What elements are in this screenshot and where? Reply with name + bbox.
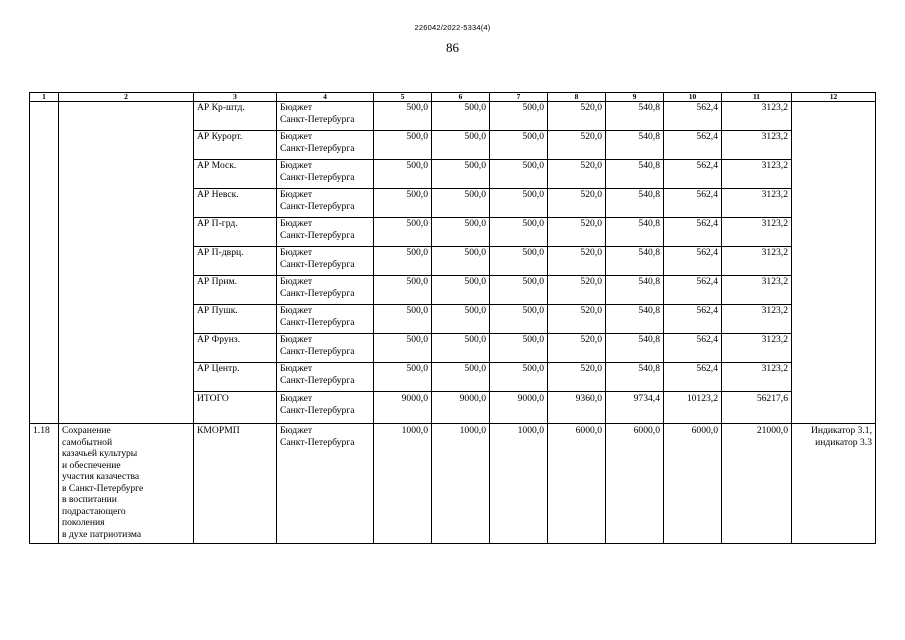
value-col-7: 500,0 xyxy=(490,189,548,218)
column-header-7: 7 xyxy=(490,93,548,102)
value-col-9: 540,8 xyxy=(606,218,664,247)
value-col-9: 540,8 xyxy=(606,276,664,305)
funding-source-line2: Санкт-Петербурга xyxy=(280,316,355,328)
column-header-9: 9 xyxy=(606,93,664,102)
value-col-11: 3123,2 xyxy=(722,247,792,276)
value-col-7: 500,0 xyxy=(490,218,548,247)
column-header-3: 3 xyxy=(194,93,277,102)
item-name-line: поколения xyxy=(62,517,105,528)
value-col-5: 1000,0 xyxy=(374,424,432,544)
value-col-11: 3123,2 xyxy=(722,218,792,247)
funding-source-cell xyxy=(277,392,374,424)
value-col-10: 562,4 xyxy=(664,305,722,334)
value-col-6: 500,0 xyxy=(432,247,490,276)
table-row xyxy=(30,102,876,131)
funding-source-cell xyxy=(277,305,374,334)
item-name-cell xyxy=(59,102,194,424)
value-col-11: 21000,0 xyxy=(722,424,792,544)
executor-code: АР П-дврц. xyxy=(194,247,277,276)
item-name-line: участия казачества xyxy=(62,471,140,482)
column-header-11: 11 xyxy=(722,93,792,102)
value-col-8: 520,0 xyxy=(548,218,606,247)
value-col-6: 500,0 xyxy=(432,305,490,334)
value-col-5: 9000,0 xyxy=(374,392,432,424)
funding-source-line2: Санкт-Петербурга xyxy=(280,229,355,241)
value-col-11: 3123,2 xyxy=(722,160,792,189)
item-number-cell xyxy=(30,102,59,424)
value-col-5: 500,0 xyxy=(374,334,432,363)
value-col-5: 500,0 xyxy=(374,305,432,334)
item-name-cell xyxy=(59,424,194,544)
value-col-10: 562,4 xyxy=(664,276,722,305)
value-col-7: 500,0 xyxy=(490,160,548,189)
funding-source-cell xyxy=(277,131,374,160)
value-col-6: 500,0 xyxy=(432,334,490,363)
value-col-9: 540,8 xyxy=(606,247,664,276)
funding-source-cell xyxy=(277,424,374,544)
value-col-11: 3123,2 xyxy=(722,305,792,334)
value-col-7: 500,0 xyxy=(490,363,548,392)
value-col-11: 3123,2 xyxy=(722,334,792,363)
value-col-5: 500,0 xyxy=(374,131,432,160)
funding-source-line2: Санкт-Петербурга xyxy=(280,436,355,448)
value-col-6: 500,0 xyxy=(432,131,490,160)
value-col-10: 10123,2 xyxy=(664,392,722,424)
value-col-9: 540,8 xyxy=(606,363,664,392)
value-col-10: 562,4 xyxy=(664,189,722,218)
value-col-9: 540,8 xyxy=(606,102,664,131)
value-col-9: 540,8 xyxy=(606,160,664,189)
document-code: 226042/2022-5334(4) xyxy=(414,23,491,32)
value-col-7: 9000,0 xyxy=(490,392,548,424)
value-col-5: 500,0 xyxy=(374,218,432,247)
funding-source-line2: Санкт-Петербурга xyxy=(280,142,355,154)
table-header xyxy=(30,93,876,102)
executor-code: АР Центр. xyxy=(194,363,277,392)
value-col-7: 500,0 xyxy=(490,276,548,305)
funding-source-cell xyxy=(277,102,374,131)
value-col-7: 500,0 xyxy=(490,131,548,160)
funding-source-line1: Бюджет xyxy=(280,189,313,200)
value-col-5: 500,0 xyxy=(374,276,432,305)
value-col-7: 500,0 xyxy=(490,102,548,131)
value-col-7: 1000,0 xyxy=(490,424,548,544)
item-name-line: самобытной xyxy=(62,436,113,448)
column-header-1: 1 xyxy=(30,93,59,102)
value-col-6: 9000,0 xyxy=(432,392,490,424)
item-number: 1.18 xyxy=(30,424,59,544)
indicator-cell xyxy=(792,102,876,424)
executor-code: АР Пушк. xyxy=(194,305,277,334)
funding-source-line2: Санкт-Петербурга xyxy=(280,258,355,270)
item-name-line: в духе патриотизма xyxy=(62,528,142,540)
value-col-6: 1000,0 xyxy=(432,424,490,544)
value-col-8: 6000,0 xyxy=(548,424,606,544)
executor-code: АР Прим. xyxy=(194,276,277,305)
executor-code: АР Кр-штд. xyxy=(194,102,277,131)
total-label: ИТОГО xyxy=(194,392,277,424)
column-header-8: 8 xyxy=(548,93,606,102)
funding-source-line1: Бюджет xyxy=(280,393,313,404)
funding-source-line1: Бюджет xyxy=(280,218,313,229)
indicator-line2: индикатор 3.3 xyxy=(815,436,872,448)
funding-source-line1: Бюджет xyxy=(280,131,313,142)
value-col-8: 520,0 xyxy=(548,334,606,363)
funding-source-line1: Бюджет xyxy=(280,160,313,171)
item-name-line: в воспитании xyxy=(62,494,117,505)
executor-code: КМОРМП xyxy=(194,424,277,544)
funding-source-line1: Бюджет xyxy=(280,247,313,258)
funding-source-line1: Бюджет xyxy=(280,425,313,436)
value-col-9: 540,8 xyxy=(606,131,664,160)
value-col-9: 540,8 xyxy=(606,189,664,218)
funding-source-line2: Санкт-Петербурга xyxy=(280,404,355,416)
value-col-11: 3123,2 xyxy=(722,102,792,131)
executor-code: АР Моск. xyxy=(194,160,277,189)
column-header-6: 6 xyxy=(432,93,490,102)
budget-table xyxy=(29,92,876,544)
value-col-5: 500,0 xyxy=(374,102,432,131)
funding-source-cell xyxy=(277,247,374,276)
funding-source-line2: Санкт-Петербурга xyxy=(280,287,355,299)
value-col-8: 520,0 xyxy=(548,276,606,305)
value-col-8: 9360,0 xyxy=(548,392,606,424)
funding-source-line1: Бюджет xyxy=(280,102,313,113)
value-col-6: 500,0 xyxy=(432,102,490,131)
value-col-5: 500,0 xyxy=(374,363,432,392)
value-col-6: 500,0 xyxy=(432,363,490,392)
funding-source-line2: Санкт-Петербурга xyxy=(280,113,355,125)
value-col-10: 562,4 xyxy=(664,131,722,160)
column-header-12: 12 xyxy=(792,93,876,102)
column-header-2: 2 xyxy=(59,93,194,102)
value-col-9: 540,8 xyxy=(606,334,664,363)
value-col-5: 500,0 xyxy=(374,247,432,276)
value-col-11: 3123,2 xyxy=(722,276,792,305)
value-col-9: 6000,0 xyxy=(606,424,664,544)
funding-source-line2: Санкт-Петербурга xyxy=(280,171,355,183)
funding-source-cell xyxy=(277,276,374,305)
value-col-10: 562,4 xyxy=(664,102,722,131)
value-col-5: 500,0 xyxy=(374,189,432,218)
executor-code: АР Фрунз. xyxy=(194,334,277,363)
value-col-6: 500,0 xyxy=(432,160,490,189)
value-col-10: 562,4 xyxy=(664,218,722,247)
value-col-8: 520,0 xyxy=(548,305,606,334)
item-name-line: Сохранение xyxy=(62,425,111,436)
value-col-11: 3123,2 xyxy=(722,363,792,392)
value-col-10: 562,4 xyxy=(664,334,722,363)
funding-source-cell xyxy=(277,218,374,247)
funding-source-line2: Санкт-Петербурга xyxy=(280,200,355,212)
funding-source-line1: Бюджет xyxy=(280,334,313,345)
value-col-10: 562,4 xyxy=(664,363,722,392)
funding-source-cell xyxy=(277,334,374,363)
table-row-item-1-18 xyxy=(30,424,876,544)
item-name-line: в Санкт-Петербурге xyxy=(62,482,144,494)
indicator-cell xyxy=(792,424,876,544)
indicator-line1: Индикатор 3.1, xyxy=(810,425,872,436)
value-col-5: 500,0 xyxy=(374,160,432,189)
value-col-6: 500,0 xyxy=(432,218,490,247)
column-header-4: 4 xyxy=(277,93,374,102)
value-col-10: 562,4 xyxy=(664,160,722,189)
item-name-line: и обеспечение xyxy=(62,459,121,471)
value-col-8: 520,0 xyxy=(548,189,606,218)
column-header-10: 10 xyxy=(664,93,722,102)
funding-source-line1: Бюджет xyxy=(280,276,313,287)
page-number: 86 xyxy=(446,40,459,55)
executor-code: АР П-грд. xyxy=(194,218,277,247)
value-col-8: 520,0 xyxy=(548,102,606,131)
value-col-9: 540,8 xyxy=(606,305,664,334)
value-col-11: 3123,2 xyxy=(722,131,792,160)
funding-source-cell xyxy=(277,160,374,189)
value-col-7: 500,0 xyxy=(490,305,548,334)
item-name-line: подрастающего xyxy=(62,505,126,517)
value-col-8: 520,0 xyxy=(548,160,606,189)
funding-source-line2: Санкт-Петербурга xyxy=(280,345,355,357)
item-name-line: казачьей культуры xyxy=(62,448,138,459)
value-col-8: 520,0 xyxy=(548,131,606,160)
value-col-11: 56217,6 xyxy=(722,392,792,424)
value-col-10: 6000,0 xyxy=(664,424,722,544)
column-header-5: 5 xyxy=(374,93,432,102)
value-col-11: 3123,2 xyxy=(722,189,792,218)
funding-source-line1: Бюджет xyxy=(280,305,313,316)
value-col-7: 500,0 xyxy=(490,247,548,276)
value-col-8: 520,0 xyxy=(548,363,606,392)
value-col-6: 500,0 xyxy=(432,276,490,305)
value-col-6: 500,0 xyxy=(432,189,490,218)
executor-code: АР Невск. xyxy=(194,189,277,218)
value-col-7: 500,0 xyxy=(490,334,548,363)
funding-source-cell xyxy=(277,363,374,392)
value-col-8: 520,0 xyxy=(548,247,606,276)
funding-source-cell xyxy=(277,189,374,218)
value-col-9: 9734,4 xyxy=(606,392,664,424)
funding-source-line2: Санкт-Петербурга xyxy=(280,374,355,386)
executor-code: АР Курорт. xyxy=(194,131,277,160)
value-col-10: 562,4 xyxy=(664,247,722,276)
funding-source-line1: Бюджет xyxy=(280,363,313,374)
